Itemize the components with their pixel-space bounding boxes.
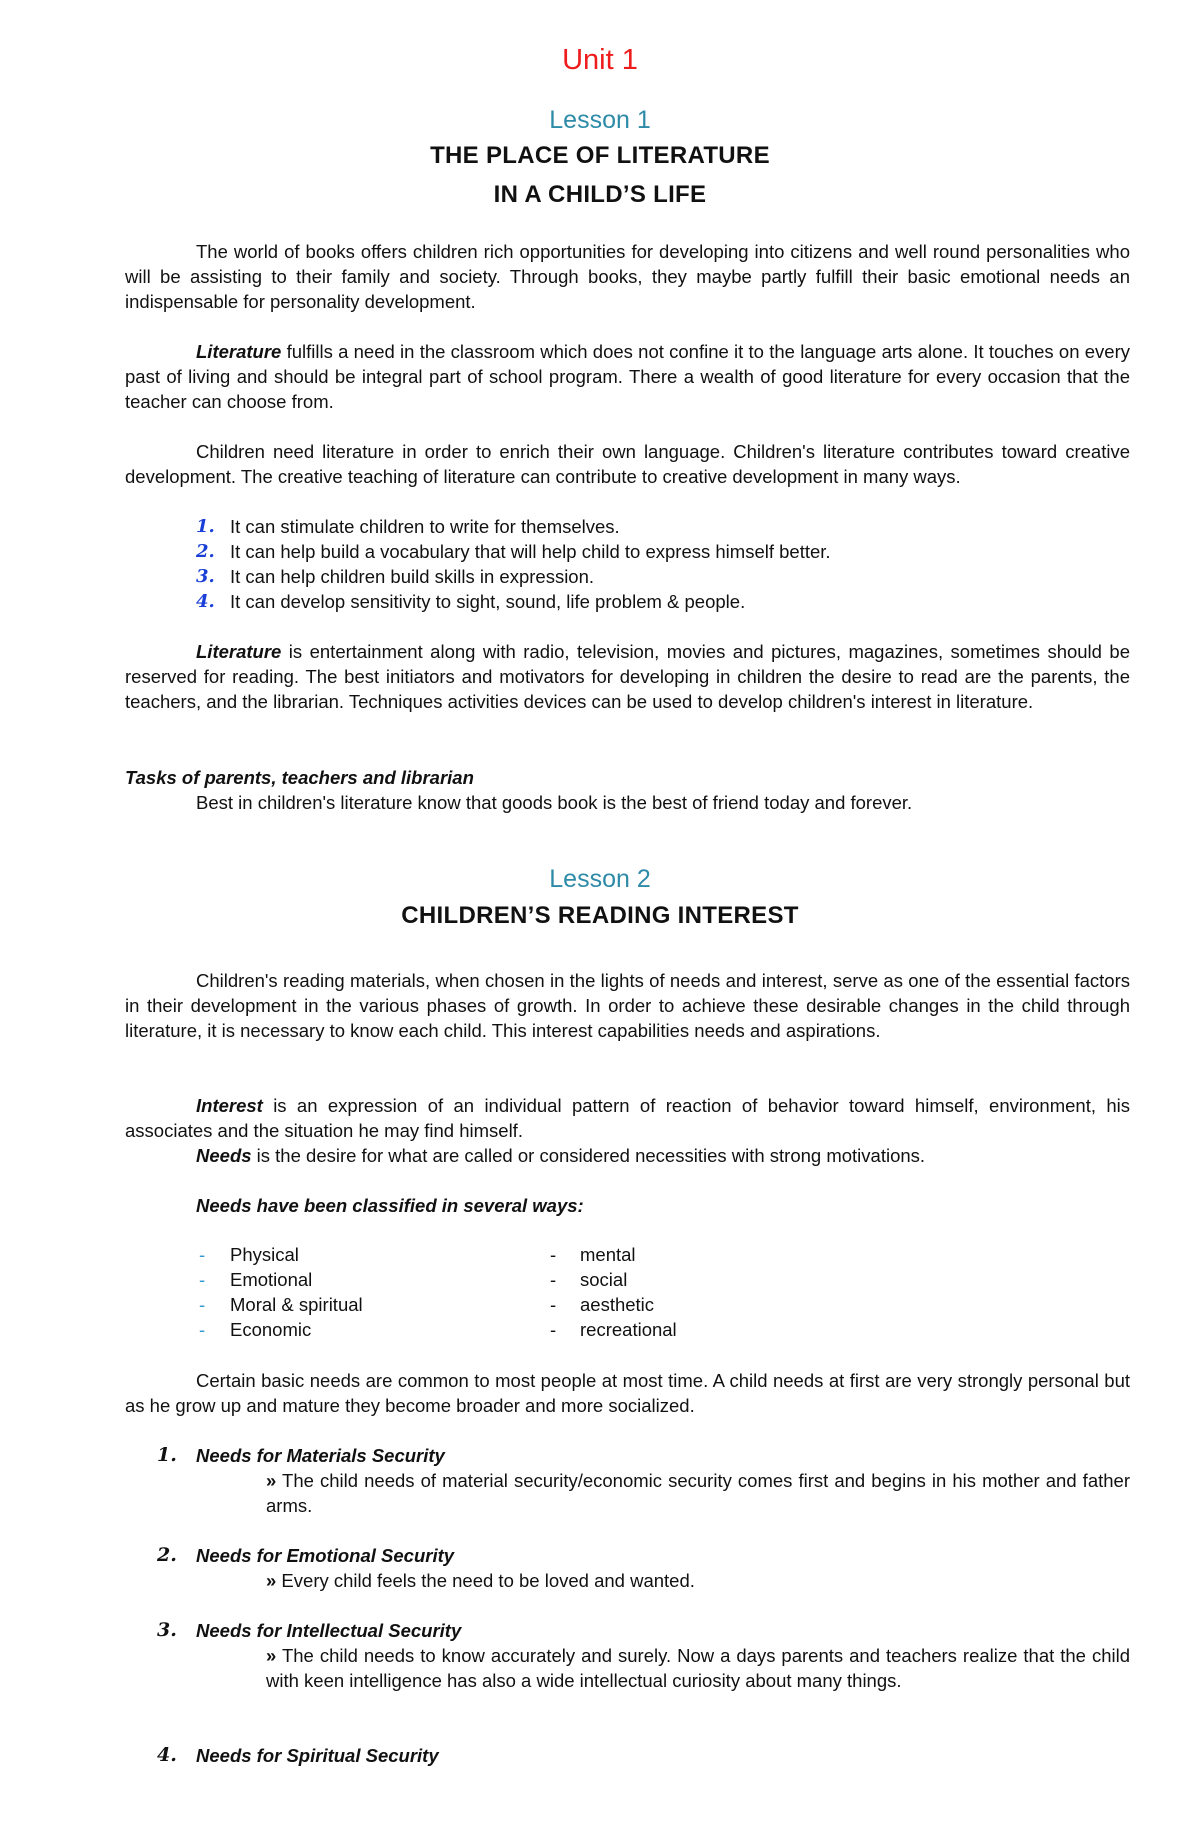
dash-bullet: - xyxy=(199,1294,206,1315)
lesson1-paragraph-3 xyxy=(125,439,1130,489)
list-item-text: It can stimulate children to write for themselves. xyxy=(230,516,620,537)
section-body xyxy=(266,1643,1130,1693)
paragraph-text: is an expression of an individual pattern of reaction of behavior toward himself, environment, his associates and the situation he may find himself. xyxy=(125,1095,1130,1141)
dash-bullet: - xyxy=(199,1269,206,1290)
list-number: 3. xyxy=(196,566,215,587)
paragraph-text: Certain basic needs are common to most people at most time. A child needs at first are very strongly personal but as he grow up and mature they become broader and more socialized. xyxy=(125,1370,1130,1416)
list-item-text: It can help children build skills in expression. xyxy=(230,566,595,587)
term-interest: Interest xyxy=(196,1095,263,1116)
dash-bullet: - xyxy=(550,1294,557,1315)
tasks-text: Best in children's literature know that goods book is the best of friend today and forever. xyxy=(196,792,913,813)
lesson1-paragraph-2 xyxy=(125,339,1130,414)
paragraph-text: is entertainment along with radio, television, movies and pictures, magazines, sometimes should be reserved for reading. The best initiators and motivators for developing in children the desire to read are the parents, the teachers, and the librarian. Techniques activities devices can be used to develop children's interest in literature. xyxy=(125,641,1130,712)
needs-definition xyxy=(196,1143,925,1168)
lesson1-title-line1: THE PLACE OF LITERATURE xyxy=(430,142,770,169)
list-number: 4. xyxy=(196,591,215,612)
tasks-heading: Tasks of parents, teachers and librarian xyxy=(125,767,474,788)
need-right-item: mental xyxy=(580,1244,636,1265)
need-right-item: aesthetic xyxy=(580,1294,655,1315)
lesson2-label: Lesson 2 xyxy=(549,865,651,893)
paragraph-text: Children's reading materials, when chosen in the lights of needs and interest, serve as one of the essential factors in their development in the various phases of growth. In order to achieve these desirable changes in the child through literature, it is necessary to know each child. This interest capabilities needs and aspirations. xyxy=(125,970,1130,1041)
basic-needs-paragraph xyxy=(125,1368,1130,1418)
section-number: 1. xyxy=(157,1444,177,1466)
section-body xyxy=(266,1568,1130,1593)
chevron-marker: » xyxy=(266,1470,277,1491)
section-number: 3. xyxy=(157,1619,177,1641)
chevron-marker: » xyxy=(266,1570,277,1591)
lesson2-title: CHILDREN’S READING INTEREST xyxy=(401,902,799,929)
section-text: The child needs to know accurately and surely. Now a days parents and teachers realize that the child with keen intelligence has also a wide intellectual curiosity about many things. xyxy=(266,1645,1130,1691)
section-number: 2. xyxy=(157,1544,177,1566)
list-item-text: It can develop sensitivity to sight, sound, life problem & people. xyxy=(230,591,746,612)
unit-title: Unit 1 xyxy=(562,44,638,76)
dash-bullet: - xyxy=(550,1319,557,1340)
lesson1-paragraph-4 xyxy=(125,639,1130,714)
need-left-item: Physical xyxy=(230,1244,299,1265)
section-heading: Needs for Materials Security xyxy=(196,1445,445,1466)
dash-bullet: - xyxy=(199,1319,206,1340)
lesson1-label: Lesson 1 xyxy=(549,106,651,134)
section-number: 4. xyxy=(157,1744,177,1766)
section-text: Every child feels the need to be loved and wanted. xyxy=(276,1570,695,1591)
paragraph-text: is the desire for what are called or considered necessities with strong motivations. xyxy=(251,1145,926,1166)
need-left-item: Moral & spiritual xyxy=(230,1294,363,1315)
need-right-item: social xyxy=(580,1269,628,1290)
lesson2-paragraph-1 xyxy=(125,968,1130,1043)
lesson1-paragraph-1 xyxy=(125,239,1130,314)
section-body xyxy=(266,1468,1130,1518)
section-text: The child needs of material security/economic security comes first and begins in his mother and father arms. xyxy=(266,1470,1130,1516)
need-left-item: Emotional xyxy=(230,1269,313,1290)
list-item-text: It can help build a vocabulary that will help child to express himself better. xyxy=(230,541,831,562)
list-number: 2. xyxy=(196,541,215,562)
list-number: 1. xyxy=(196,516,215,537)
dash-bullet: - xyxy=(550,1269,557,1290)
paragraph-text: fulfills a need in the classroom which does not confine it to the language arts alone. It touches on every past of living and should be integral part of school program. There a wealth of good literature for every occasion that the teacher can choose from. xyxy=(125,341,1130,412)
section-heading: Needs for Intellectual Security xyxy=(196,1620,462,1641)
section-heading: Needs for Spiritual Security xyxy=(196,1745,439,1766)
section-heading: Needs for Emotional Security xyxy=(196,1545,455,1566)
dash-bullet: - xyxy=(550,1244,557,1265)
term-needs: Needs xyxy=(196,1145,252,1166)
lesson2-interest-paragraph xyxy=(125,1093,1130,1143)
lesson1-title-line2: IN A CHILD’S LIFE xyxy=(493,181,707,208)
paragraph-text: The world of books offers children rich opportunities for developing into citizens and well round personalities who will be assisting to their family and society. Through books, they maybe partly fulfill their basic emotional needs an indispensable for personality development. xyxy=(125,241,1130,312)
dash-bullet: - xyxy=(199,1244,206,1265)
need-right-item: recreational xyxy=(580,1319,677,1340)
needs-classified-heading: Needs have been classified in several ways: xyxy=(196,1195,584,1216)
term-literature: Literature xyxy=(196,641,282,662)
chevron-marker: » xyxy=(266,1645,277,1666)
paragraph-text: Children need literature in order to enrich their own language. Children's literature contributes toward creative development. The creative teaching of literature can contribute to creative development in many ways. xyxy=(125,441,1130,487)
term-literature: Literature xyxy=(196,341,282,362)
need-left-item: Economic xyxy=(230,1319,312,1340)
